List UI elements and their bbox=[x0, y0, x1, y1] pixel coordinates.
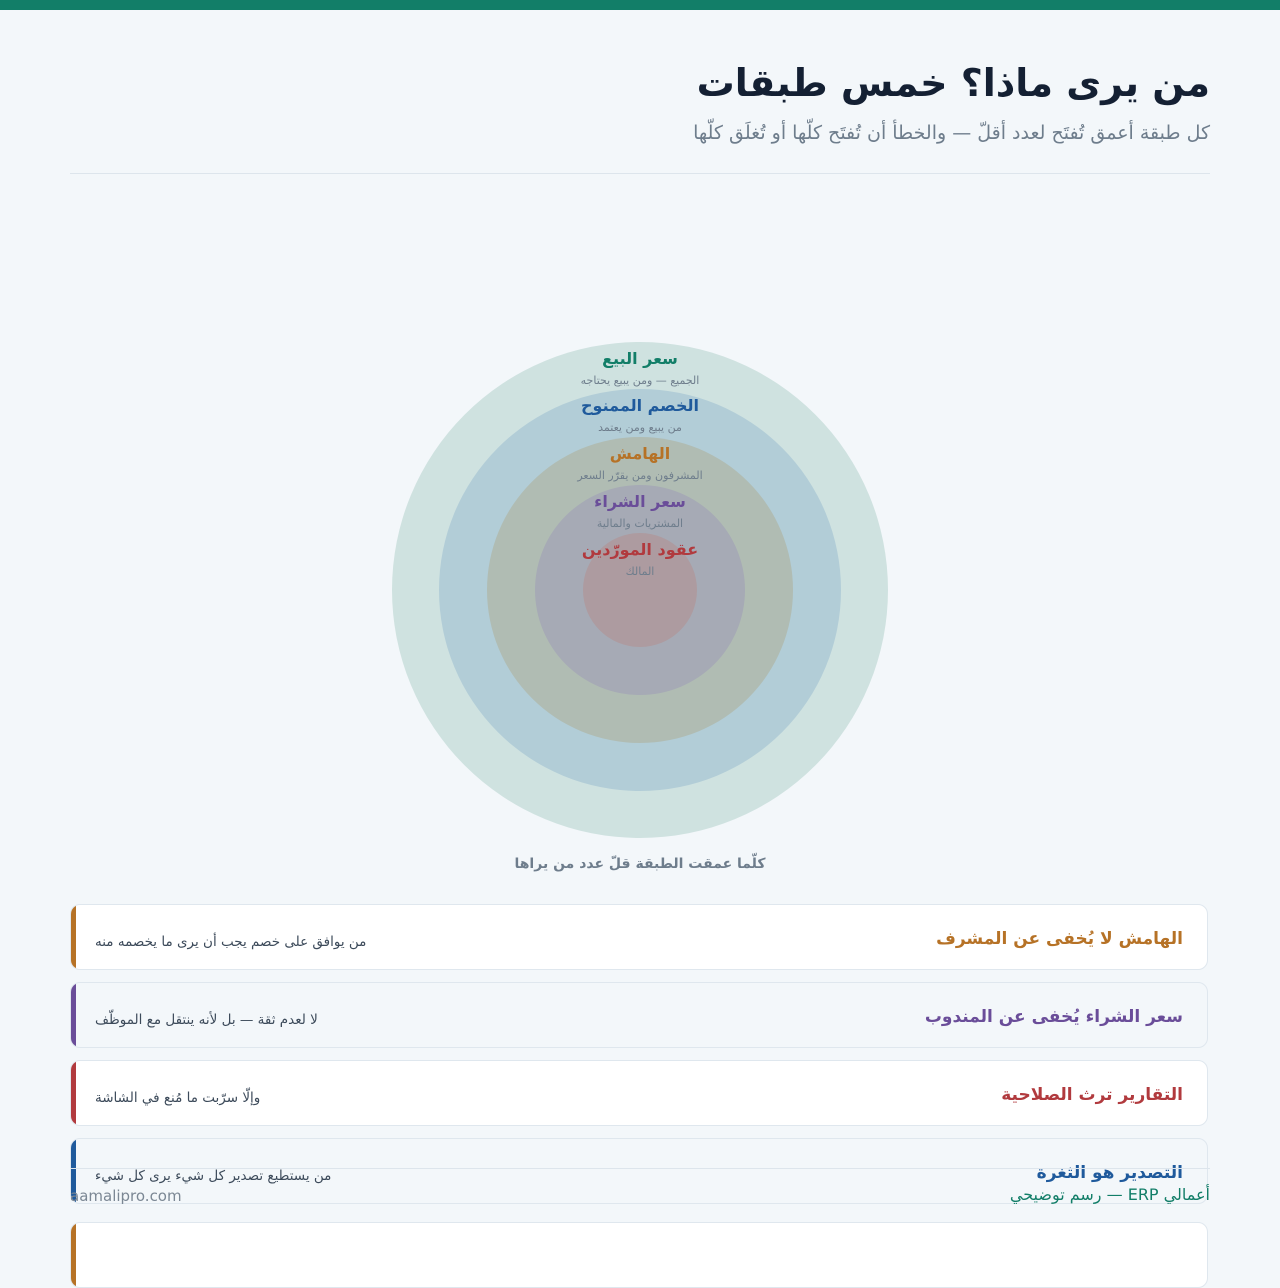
page-subtitle: كل طبقة أعمق تُفتَح لعدد أقلّ — والخطأ أن تُفتَح كلّها أو تُغلَق كلّها bbox=[693, 122, 1210, 144]
layer-title-selling-price: سعر البيع bbox=[602, 349, 678, 368]
rule-card bbox=[70, 982, 1208, 1048]
layer-audience-supplier-contracts: المالك bbox=[625, 565, 655, 578]
layer-audience-margin: المشرفون ومن يقرّر السعر bbox=[577, 469, 703, 482]
rule-accent-bar bbox=[71, 1061, 76, 1125]
layer-title-granted-discount: الخصم الممنوح bbox=[581, 396, 699, 415]
rule-title: الهامش لا يُخفى عن المشرف bbox=[936, 929, 1183, 949]
rule-title: التقارير ترث الصلاحية bbox=[1001, 1085, 1183, 1105]
rule-card bbox=[70, 1222, 1208, 1288]
rule-accent-bar bbox=[71, 905, 76, 969]
rule-title: سعر الشراء يُخفى عن المندوب bbox=[924, 1007, 1183, 1027]
rule-accent-bar bbox=[71, 1223, 76, 1287]
rule-card bbox=[70, 1060, 1208, 1126]
rule-title: التصدير هو الثغرة bbox=[1036, 1163, 1183, 1183]
layer-rings bbox=[392, 342, 888, 838]
rule-card bbox=[70, 904, 1208, 970]
rule-description: لا لعدم ثقة — بل لأنه ينتقل مع الموظّف bbox=[95, 1012, 318, 1028]
layer-audience-selling-price: الجميع — ومن يبيع يحتاجه bbox=[580, 374, 700, 387]
footer-credit: أعمالي ERP — رسم توضيحي bbox=[1009, 1185, 1210, 1204]
rule-accent-bar bbox=[71, 983, 76, 1047]
diagram-caption: كلّما عمقت الطبقة قلّ عدد من يراها bbox=[514, 856, 766, 872]
layer-title-supplier-contracts: عقود المورّدين bbox=[581, 540, 699, 559]
footer-domain: aamalipro.com bbox=[70, 1187, 182, 1205]
layer-title-purchase-price: سعر الشراء bbox=[594, 492, 686, 511]
layer-audience-granted-discount: من يبيع ومن يعتمد bbox=[598, 421, 682, 434]
layer-title-margin: الهامش bbox=[609, 444, 671, 463]
layer-audience-purchase-price: المشتريات والمالية bbox=[596, 517, 684, 530]
rule-description: وإلّا سرّبت ما مُنع في الشاشة bbox=[95, 1090, 261, 1106]
footer bbox=[70, 1168, 1210, 1209]
rule-description: من يوافق على خصم يجب أن يرى ما يخصمه منه bbox=[95, 934, 367, 950]
rule-description: من يستطيع تصدير كل شيء يرى كل شيء bbox=[95, 1168, 332, 1184]
page-title: من يرى ماذا؟ خمس طبقات bbox=[696, 61, 1210, 105]
